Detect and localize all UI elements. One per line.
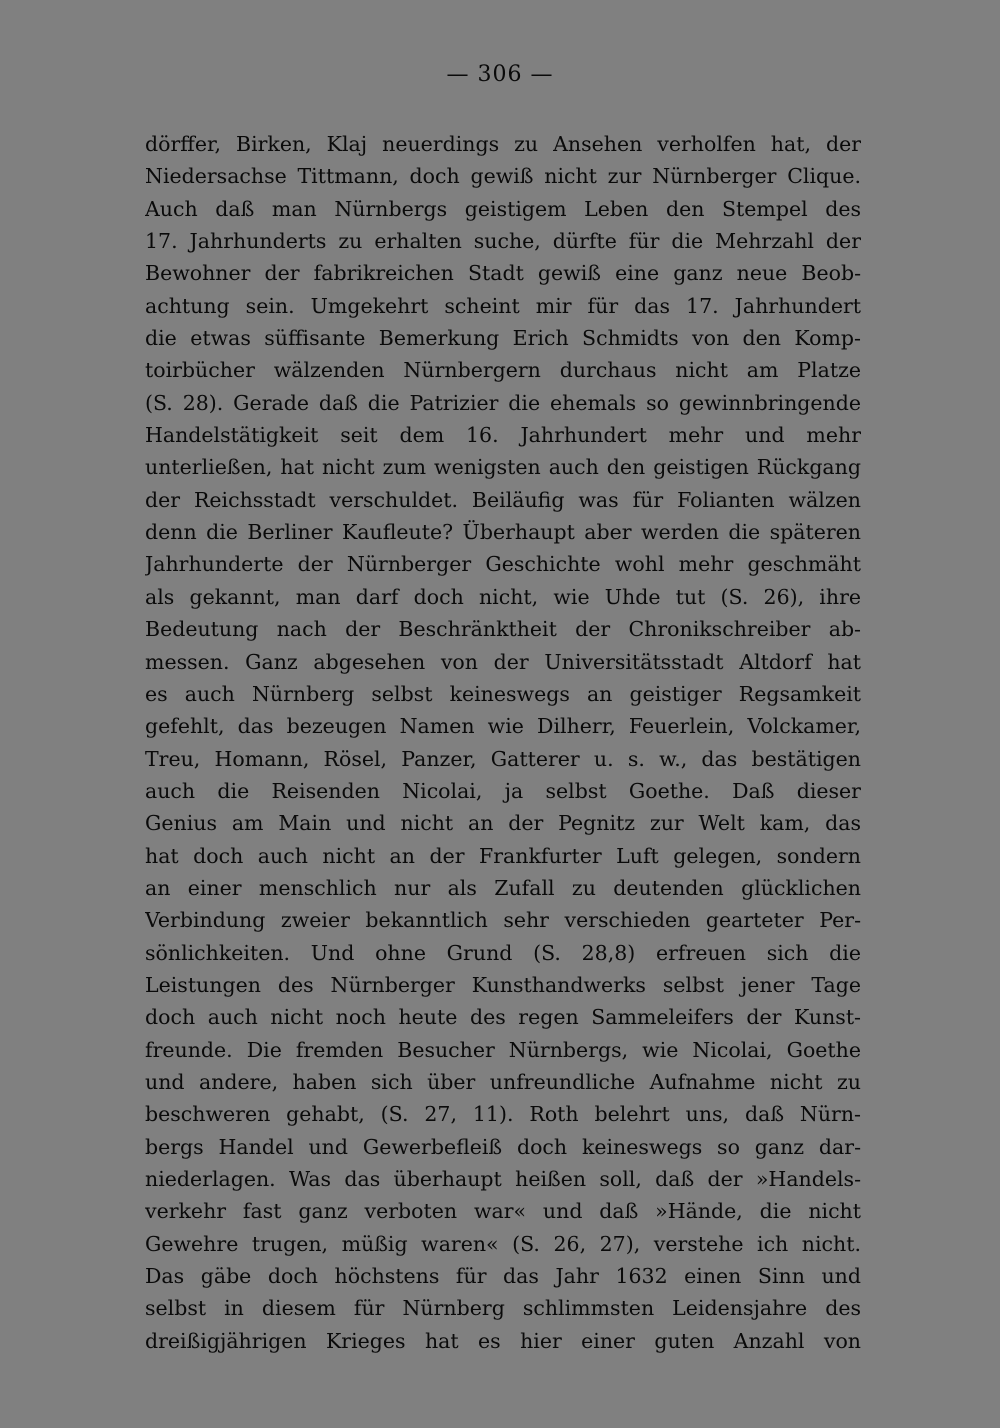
text-line: verkehr fast ganz verboten war« und daß »Hände, die nicht [145,1199,861,1224]
text-line: die etwas süffisante Bemerkung Erich Schmidts von den Komp- [145,326,861,351]
text-line: Treu, Homann, Rösel, Panzer, Gatterer u. s. w., das bestätigen [145,746,861,771]
text-line: auch die Reisenden Nicolai, ja selbst Goethe. Daß dieser [145,778,861,803]
text-line: niederlagen. Was das überhaupt heißen soll, daß der »Handels- [145,1167,861,1191]
text-line: dörffer, Birken, Klaj neuerdings zu Ansehen verholfen hat, der [145,132,861,156]
text-line: denn die Berliner Kaufleute? Überhaupt aber werden die späteren [145,520,861,545]
text-line: Jahrhunderte der Nürnberger Geschichte wohl mehr geschmäht [145,552,861,577]
text-line: freunde. Die fremden Besucher Nürnbergs, wie Nicolai, Goethe [145,1037,861,1062]
text-line: beschweren gehabt, (S. 27, 11). Roth belehrt uns, daß Nürn- [145,1102,861,1127]
text-line: messen. Ganz abgesehen von der Universitätsstadt Altdorf hat [145,649,861,674]
text-line: der Reichsstadt verschuldet. Beiläufig was für Folianten wälzen [145,487,861,512]
text-line: Leistungen des Nürnberger Kunsthandwerks selbst jener Tage [145,972,861,997]
text-line: und andere, haben sich über unfreundliche Aufnahme nicht zu [145,1069,861,1094]
text-line: hat doch auch nicht an der Frankfurter Luft gelegen, sondern [145,843,861,868]
text-line: dreißigjährigen Krieges hat es hier einer guten Anzahl von [145,1328,861,1353]
text-line: Bedeutung nach der Beschränktheit der Chronikschreiber ab- [145,617,861,642]
text-line: Auch daß man Nürnbergs geistigem Leben den Stempel des [145,196,861,221]
text-line: selbst in diesem für Nürnberg schlimmsten Leidensjahre des [145,1296,861,1321]
text-line: unterließen, hat nicht zum wenigsten auch den geistigen Rückgang [145,455,861,480]
text-line: Das gäbe doch höchstens für das Jahr 1632 einen Sinn und [145,1264,861,1289]
text-line: Bewohner der fabrikreichen Stadt gewiß eine ganz neue Beob- [145,261,861,286]
text-line: (S. 28). Gerade daß die Patrizier die ehemals so gewinnbringende [145,390,861,415]
text-line: Gewehre trugen, müßig waren« (S. 26, 27), verstehe ich nicht. [145,1231,861,1256]
text-line: Niedersachse Tittmann, doch gewiß nicht zur Nürnberger Clique. [145,164,861,189]
text-line: als gekannt, man darf doch nicht, wie Uhde tut (S. 26), ihre [145,584,861,609]
text-line: an einer menschlich nur als Zufall zu deutenden glücklichen [145,875,861,900]
text-line: 17. Jahrhunderts zu erhalten suche, dürfte für die Mehrzahl der [145,229,861,254]
text-line: toirbücher wälzenden Nürnbergern durchaus nicht am Platze [145,358,861,383]
text-line: achtung sein. Umgekehrt scheint mir für das 17. Jahrhundert [145,293,861,318]
text-line: es auch Nürnberg selbst keineswegs an geistiger Regsamkeit [145,681,861,706]
text-line: bergs Handel und Gewerbefleiß doch keineswegs so ganz dar- [145,1134,861,1159]
page-number: — 306 — [446,62,554,87]
body-text [145,128,861,1357]
text-line: sönlichkeiten. Und ohne Grund (S. 28,8) erfreuen sich die [145,940,861,965]
text-line: Genius am Main und nicht an der Pegnitz zur Welt kam, das [145,811,861,836]
text-line: Handelstätigkeit seit dem 16. Jahrhundert mehr und mehr [145,423,861,448]
text-line: Verbindung zweier bekanntlich sehr verschieden gearteter Per- [145,908,861,933]
text-line: gefehlt, das bezeugen Namen wie Dilherr, Feuerlein, Volckamer, [145,714,861,739]
text-line: doch auch nicht noch heute des regen Sammeleifers der Kunst- [145,1005,861,1030]
